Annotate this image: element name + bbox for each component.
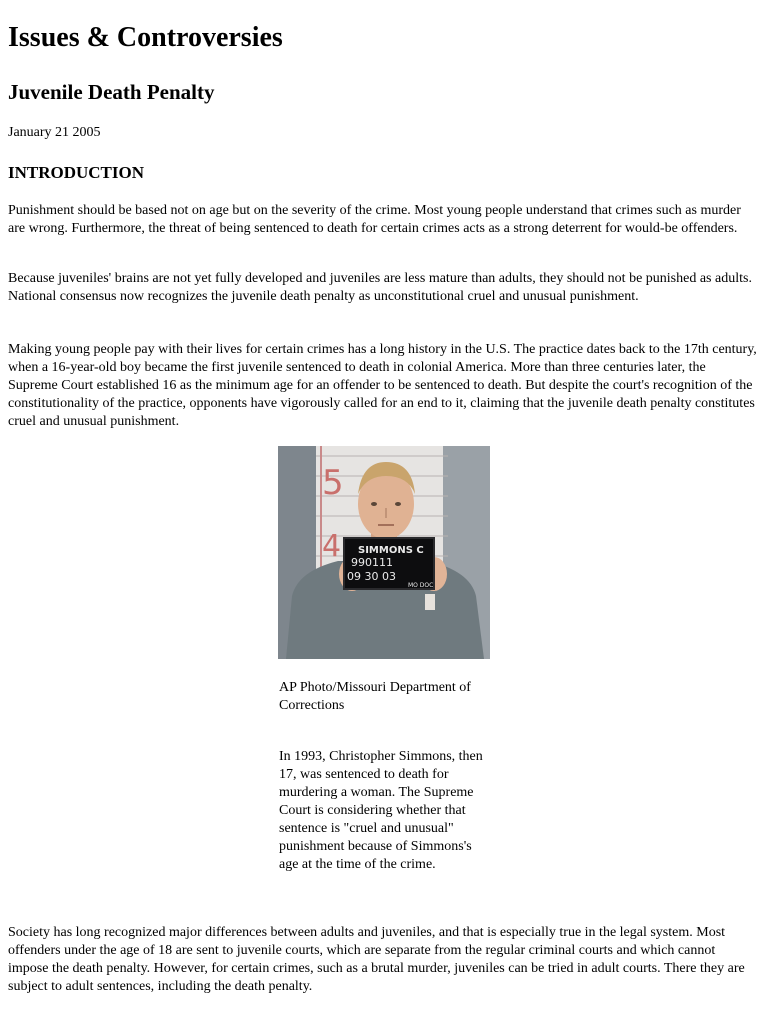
- height-mark-4: 4: [322, 529, 342, 564]
- paragraph: Making young people pay with their lives for certain crimes has a long history in the U.S. The practice dates back to the 17th century, when a 16-year-old boy became the first juvenile sentenced to death in colonial America. More than three centuries later, the Supreme Court established 16 as the minimum age for an offender to be sentenced to death. But despite the court's recognition of the constitutionality of the practice, opponents have vigorously called for an end to it, claiming that the juvenile death penalty constitutes cruel and unusual punishment.: [8, 342, 757, 429]
- paragraph: Society has long recognized major differences between adults and juveniles, and that is especially true in the legal system. Most offenders under the age of 18 are sent to juvenile courts, which are separate from the regular criminal courts and which cannot impose the death penalty. However, for certain crimes, such as a brutal murder, juveniles can be tried in adult courts. There they are subject to adult sentences, including the death penalty.: [8, 925, 745, 994]
- photo-caption: In 1993, Christopher Simmons, then 17, was sentenced to death for murdering a woman. The Supreme Court is considering whether that sentence is "cruel and unusual" punishment because of Simmons's age at the time of the crime.: [279, 749, 483, 872]
- placard-agency: MO DOC: [408, 582, 434, 589]
- paragraph: Punishment should be based not on age but on the severity of the crime. Most young people understand that crimes such as murder are wrong. Furthermore, the threat of being sentenced to death for certain crimes acts as a strong deterrent for would-be offenders.: [8, 203, 741, 236]
- photo-credit: AP Photo/Missouri Department of Corrections: [279, 680, 471, 713]
- paragraph: Because juveniles' brains are not yet fully developed and juveniles are less mature than adults, they should not be punished as adults. National consensus now recognizes the juvenile death penalty as unconstitutional cruel and unusual punishment.: [8, 271, 752, 304]
- article-title: Juvenile Death Penalty: [8, 80, 215, 104]
- placard-name: SIMMONS C: [358, 545, 424, 556]
- site-title: Issues & Controversies: [8, 22, 283, 53]
- height-mark-5: 5: [322, 463, 344, 503]
- mugshot-photo: [278, 446, 490, 659]
- placard-date: 09 30 03: [347, 570, 396, 583]
- placard-number: 990111: [351, 556, 393, 569]
- article-date: January 21 2005: [8, 125, 101, 140]
- section-heading: INTRODUCTION: [8, 163, 145, 182]
